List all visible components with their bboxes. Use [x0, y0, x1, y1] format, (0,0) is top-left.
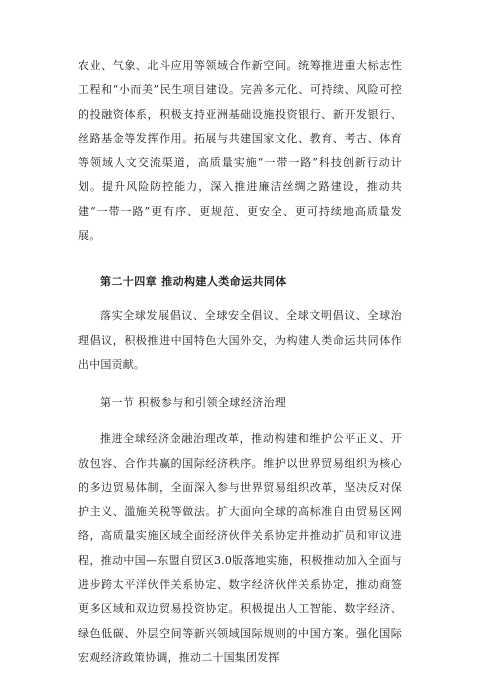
chapter-intro-paragraph: 落实全球发展倡议、全球安全倡议、全球文明倡议、全球治理倡议，积极推进中国特色大国外交，为构建人类命运共同体作出中国贡献。: [78, 309, 402, 371]
section-paragraph: 推进全球经济金融治理改革，推动构建和维护公平正义、开放包容、合作共赢的国际经济秩序。维护以世界贸易组织为核心的多边贸易体制，全面深入参与世界贸易组织改革，坚决反对保护主义、滥施关税等做法。扩大面向全球的高标准自由贸易区网络，高质量实施区域全面经济伙伴关系协定并推动扩员和审议进程，推动中国—东盟自贸区3.0版落地实施，积极推动加入全面与进步跨太平洋伙伴关系协定、数字经济伙伴关系协定，推动商签更多区域和双边贸易投资协定。积极提出人工智能、数字经济、绿色低碳、外层空间等新兴领域国际规则的中国方案。强化国际宏观经济政策协调，推动二十国集团发挥: [78, 432, 402, 664]
section-title: 第一节 积极参与和引领全球经济治理: [100, 396, 287, 410]
paragraph-continued: 农业、气象、北斗应用等领域合作新空间。统筹推进重大标志性工程和“小而美”民生项目建设。完善多元化、可持续、风险可控的投融资体系，积极支持亚洲基础设施投资银行、新开发银行、丝路基金等发挥作用。拓展与共建国家文化、教育、考古、体育等领域人文交流渠道，高质量实施“一带一路”科技创新行动计划。提升风险防控能力，深入推进廉洁丝绸之路建设，推动共建“一带一路”更有序、更规范、更安全、更可持续地高质量发展。: [78, 59, 402, 243]
chapter-title: 第二十四章 推动构建人类命运共同体: [100, 275, 287, 289]
